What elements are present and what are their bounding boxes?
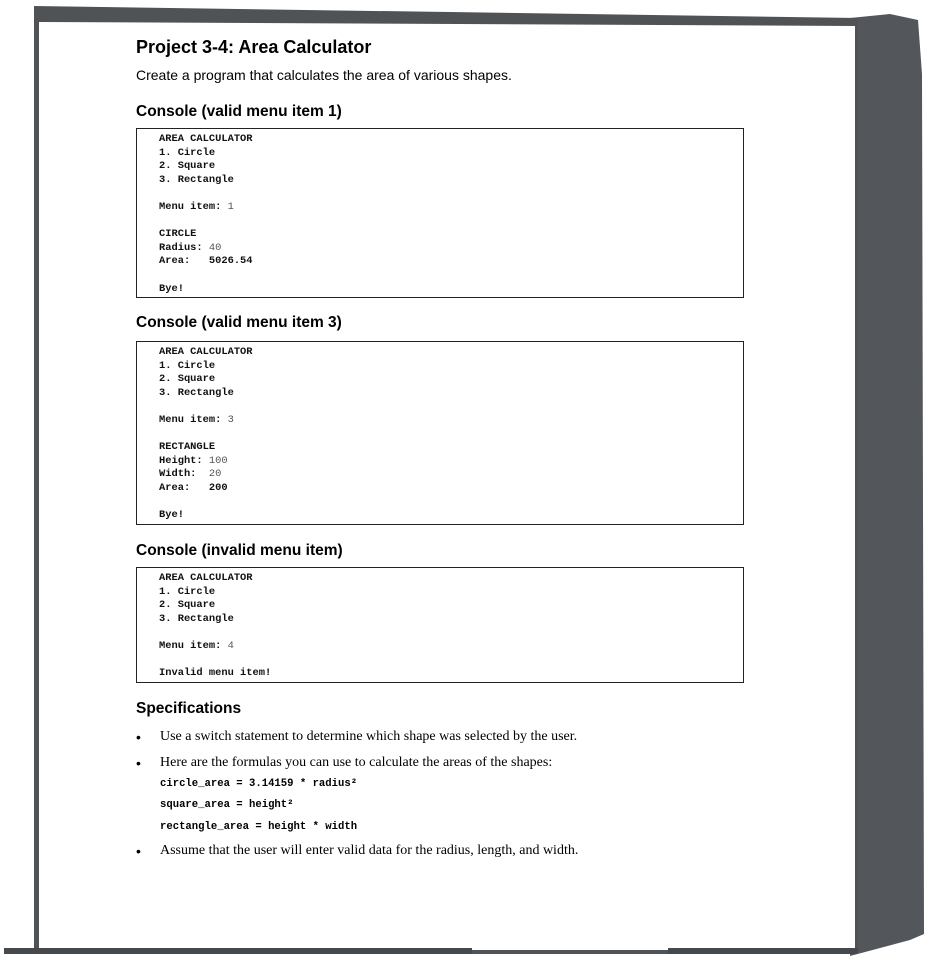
console-1-box [136, 128, 744, 298]
console-user-input: 20 [208, 468, 222, 481]
console-blank-line [159, 654, 743, 668]
console-3-box [136, 567, 744, 683]
console-line: Bye! [159, 282, 184, 295]
console-prompt: Menu item: [159, 200, 228, 213]
console-line: Bye! [159, 509, 184, 522]
page-bottom-edge [668, 948, 858, 954]
page-title: Project 3-4: Area Calculator [136, 37, 372, 57]
intro-text: Create a program that calculates the area of various shapes. [136, 67, 512, 83]
console-line [159, 201, 743, 215]
page-shadow-right [850, 14, 929, 956]
console-line [159, 242, 743, 256]
console-line: 2. Square [159, 599, 216, 612]
console-line: 2. Square [159, 160, 216, 173]
formula-square-area: square_area = height² [160, 799, 294, 811]
console-blank-line [159, 215, 743, 229]
console-line [159, 640, 743, 654]
console-line [159, 455, 743, 469]
specification-item: • Use a switch statement to determine which shape was selected by the user. [136, 728, 746, 746]
console-2-heading: Console (valid menu item 3) [136, 314, 342, 331]
console-blank-line [159, 269, 743, 283]
console-user-input: 100 [208, 454, 228, 467]
console-2-box [136, 341, 744, 525]
specification-item: • Here are the formulas you can use to calculate the areas of the shapes: [136, 754, 746, 772]
console-blank-line [159, 187, 743, 201]
console-prompt: Radius: [159, 241, 209, 254]
console-1-heading: Console (valid menu item 1) [136, 103, 342, 120]
console-line [159, 414, 743, 428]
formula-circle-area: circle_area = 3.14159 * radius² [160, 778, 358, 790]
console-user-input: 4 [227, 639, 234, 652]
console-line: Invalid menu item! [159, 667, 272, 680]
console-prompt: Width: [159, 468, 209, 481]
specifications-heading: Specifications [136, 700, 242, 717]
page-bottom-edge [4, 948, 472, 954]
console-blank-line [159, 428, 743, 442]
document-content [136, 36, 746, 860]
console-line [159, 468, 743, 482]
console-line: RECTANGLE [159, 441, 216, 454]
console-user-input: 40 [208, 241, 222, 254]
console-blank-line [159, 400, 743, 414]
console-line: 3. Rectangle [159, 386, 234, 399]
console-blank-line [159, 496, 743, 510]
console-prompt: Menu item: [159, 639, 228, 652]
console-blank-line [159, 626, 743, 640]
console-line: 1. Circle [159, 146, 216, 159]
console-line: AREA CALCULATOR [159, 133, 253, 145]
console-prompt: Menu item: [159, 413, 228, 426]
formula-rectangle-area: rectangle_area = height * width [160, 821, 358, 833]
specification-item: • Assume that the user will enter valid data for the radius, length, and width. [136, 842, 746, 860]
console-line: CIRCLE [159, 228, 197, 241]
console-line: 1. Circle [159, 585, 216, 598]
console-user-input: 3 [227, 413, 234, 426]
console-line: 1. Circle [159, 359, 216, 372]
console-line: AREA CALCULATOR [159, 346, 253, 358]
console-line: AREA CALCULATOR [159, 572, 253, 584]
console-line: 3. Rectangle [159, 173, 234, 186]
console-line: 3. Rectangle [159, 612, 234, 625]
console-user-input: 1 [227, 200, 234, 213]
console-3-heading: Console (invalid menu item) [136, 542, 343, 559]
specifications-list [136, 728, 746, 860]
console-line: Area: 5026.54 [159, 255, 253, 268]
console-line: Area: 200 [159, 481, 228, 494]
console-prompt: Height: [159, 454, 209, 467]
console-line: 2. Square [159, 373, 216, 386]
